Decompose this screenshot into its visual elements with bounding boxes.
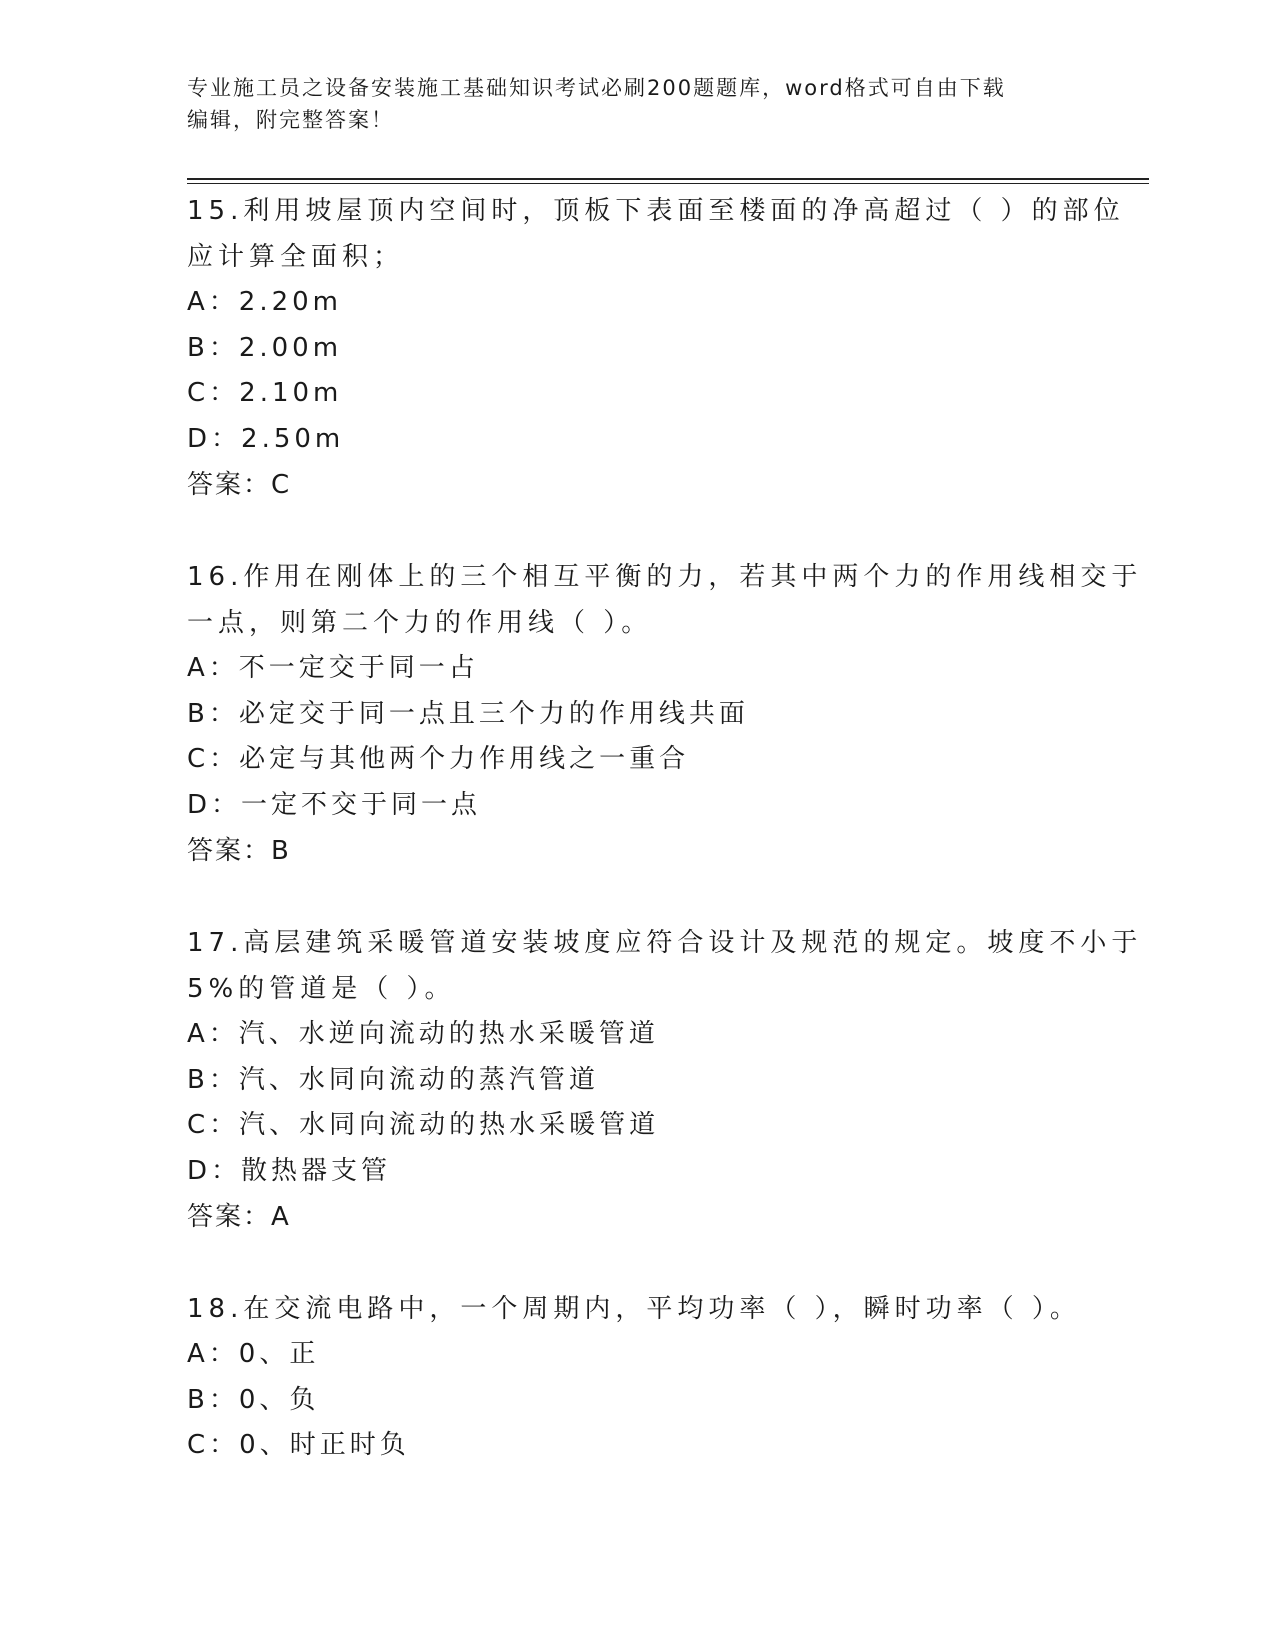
question-text-continued: 一点，则第二个力的作用线（ ）。 bbox=[187, 608, 653, 638]
question-text: 17.高层建筑采暖管道安装坡度应符合设计及规范的规定。坡度不小于 bbox=[187, 928, 1143, 958]
option-d: D：散热器支管 bbox=[187, 1155, 392, 1186]
question-18 bbox=[187, 1286, 1087, 1469]
option-c: C：必定与其他两个力作用线之一重合 bbox=[187, 744, 690, 774]
answer: 答案：C bbox=[187, 470, 292, 500]
question-text: 16.作用在刚体上的三个相互平衡的力，若其中两个力的作用线相交于 bbox=[187, 562, 1143, 592]
question-text-continued: 5%的管道是（ ）。 bbox=[187, 974, 456, 1004]
header-divider-thick bbox=[187, 178, 1149, 180]
option-a: A：不一定交于同一占 bbox=[187, 653, 479, 683]
question-text-continued: 应计算全面积； bbox=[187, 242, 405, 272]
option-c: C：0、时正时负 bbox=[187, 1430, 410, 1460]
option-a: A：0、正 bbox=[187, 1339, 320, 1369]
answer: 答案：B bbox=[187, 836, 291, 866]
option-a: A：2.20m bbox=[187, 287, 343, 317]
question-list bbox=[187, 188, 1143, 1515]
option-b: B：必定交于同一点且三个力的作用线共面 bbox=[187, 698, 749, 729]
option-d: D：一定不交于同一点 bbox=[187, 789, 482, 820]
header-line-2: 编辑，附完整答案！ bbox=[187, 108, 394, 132]
option-c: C：2.10m bbox=[187, 378, 343, 408]
header-divider-thin bbox=[187, 183, 1149, 184]
question-text: 15.利用坡屋顶内空间时，顶板下表面至楼面的净高超过（ ）的部位 bbox=[187, 196, 1125, 226]
option-c: C：汽、水同向流动的热水采暖管道 bbox=[187, 1110, 660, 1140]
option-d: D：2.50m bbox=[187, 423, 345, 454]
question-16 bbox=[187, 554, 1143, 874]
option-b: B：2.00m bbox=[187, 332, 343, 363]
option-a: A：汽、水逆向流动的热水采暖管道 bbox=[187, 1019, 659, 1049]
document-header bbox=[187, 72, 1087, 136]
option-b: B：汽、水同向流动的蒸汽管道 bbox=[187, 1064, 599, 1095]
question-text: 18.在交流电路中，一个周期内，平均功率（ ），瞬时功率（ ）。 bbox=[187, 1294, 1081, 1324]
question-17 bbox=[187, 920, 1143, 1240]
option-b: B：0、负 bbox=[187, 1384, 320, 1415]
question-15 bbox=[187, 188, 1125, 508]
answer: 答案：A bbox=[187, 1202, 291, 1232]
header-line-1: 专业施工员之设备安装施工基础知识考试必刷200题题库，word格式可自由下载 bbox=[187, 76, 1006, 100]
